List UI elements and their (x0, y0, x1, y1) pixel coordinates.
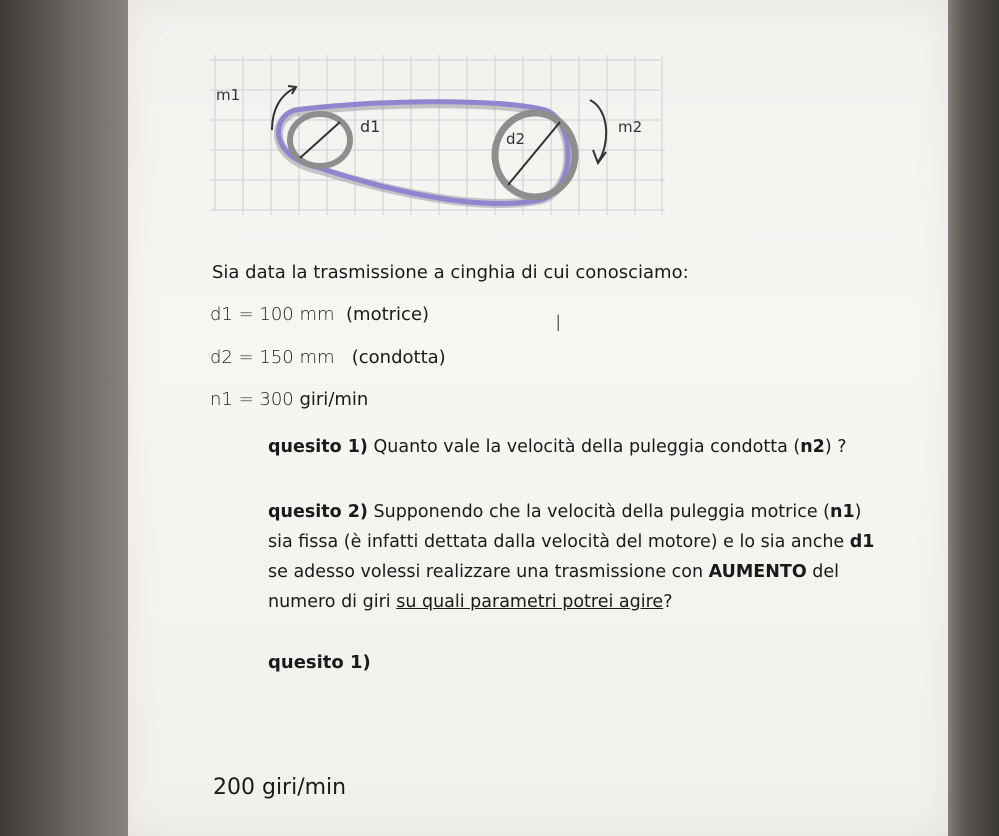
diameter-line-d1 (300, 122, 340, 158)
question-2-line-3-text: se adesso volessi realizzare una trasmissione con (268, 562, 709, 582)
label-d2: d2 (506, 130, 526, 148)
label-n2: m2 (618, 118, 643, 136)
background-left (0, 0, 130, 836)
question-2-line-4-underlined: su quali parametri potrei agire (396, 592, 664, 612)
value-d1-formula: d1 = 100 mm (210, 304, 335, 325)
question-1-text: Quanto vale la velocità della puleggia condotta ( (367, 437, 801, 457)
answer-heading: quesito 1) (268, 652, 371, 673)
question-2-line-4 (268, 587, 874, 617)
belt-shadow (279, 104, 568, 204)
value-n1-formula: n1 = 300 (210, 389, 294, 410)
background-right (939, 0, 999, 836)
intro-text: Sia data la trasmissione a cinghia di cui conosciamo: (212, 262, 689, 283)
value-n1-note: giri/min (299, 389, 369, 410)
question-2-line-1 (268, 497, 874, 527)
sketch-svg (210, 50, 670, 220)
value-d2 (210, 347, 446, 368)
question-1-prefix: quesito 1) (268, 437, 368, 457)
label-d1: d1 (360, 117, 381, 136)
question-2-line-4-suffix: ? (663, 592, 673, 612)
belt-drive-sketch (210, 50, 670, 220)
question-2-line-4-text: numero di giri (268, 592, 397, 612)
label-n1: m1 (216, 86, 241, 104)
question-2-line-2 (268, 527, 874, 557)
rotation-arrow-n2-icon (590, 100, 606, 162)
question-2-line-1-suffix: ) (854, 502, 862, 522)
question-2-line-1-highlight: n1 (830, 502, 855, 522)
answer-value: 200 giri/min (213, 775, 347, 800)
question-1 (268, 432, 847, 462)
value-d1 (210, 304, 429, 325)
question-2-line-3-highlight: AUMENTO (708, 562, 807, 582)
question-2 (268, 497, 874, 617)
value-d2-formula: d2 = 150 mm (210, 347, 335, 368)
question-1-highlight: n2 (800, 437, 825, 457)
question-2-line-2-highlight: d1 (849, 532, 875, 552)
value-d2-note: (condotta) (351, 347, 446, 368)
question-2-line-2-text: sia fissa (è infatti dettata dalla velocità del motore) e lo sia anche (268, 532, 850, 552)
value-d1-note: (motrice) (346, 304, 430, 325)
pulley-d2 (495, 113, 575, 197)
question-2-prefix: quesito 2) (268, 502, 368, 522)
value-n1 (210, 389, 368, 410)
question-2-line-3 (268, 557, 874, 587)
text-cursor-icon: I (555, 312, 562, 337)
question-2-line-3-suffix: del (806, 562, 840, 582)
question-1-suffix: ) ? (824, 437, 847, 457)
question-2-line-1-text: Supponendo che la velocità della puleggia motrice ( (367, 502, 830, 522)
